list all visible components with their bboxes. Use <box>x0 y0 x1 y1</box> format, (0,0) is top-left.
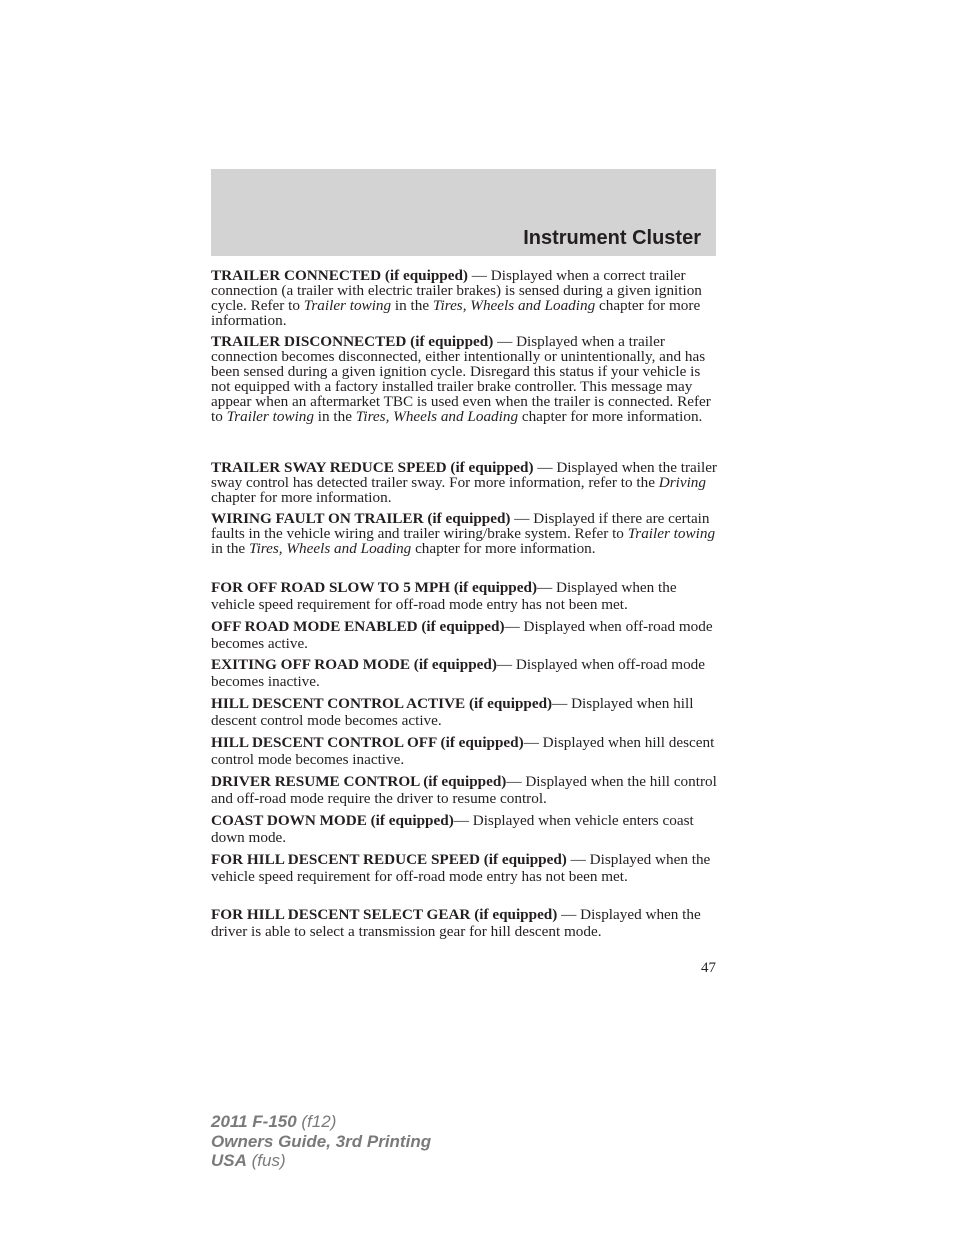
chapter-header-bar <box>211 169 716 256</box>
entry-coast-down-mode <box>211 813 717 846</box>
entry-trailer-sway-reduce-speed <box>211 460 717 505</box>
entry-hill-descent-select-gear <box>211 907 717 940</box>
entry-reference: Driving <box>658 474 706 492</box>
entry-description: — Displayed when hill descent control mode becomes active. <box>211 695 694 729</box>
entry-off-road-slow-to-5-mph <box>211 580 717 613</box>
entry-term: FOR HILL DESCENT REDUCE SPEED (if equipped) <box>211 851 567 868</box>
entry-description: — Displayed when vehicle enters coast down mode. <box>211 812 694 846</box>
entry-description: — Displayed when the trailer sway control has detected trailer sway. For more information, refer to the <box>211 459 717 492</box>
entry-term: WIRING FAULT ON TRAILER (if equipped) <box>211 510 511 527</box>
entry-description: in the <box>211 540 249 558</box>
entry-description: chapter for more information. <box>211 489 392 507</box>
entry-description: — Displayed when the vehicle speed requirement for off-road mode entry has not been met. <box>211 579 677 613</box>
footer-guide-line <box>211 1132 431 1152</box>
entry-reference: Trailer towing <box>303 297 392 315</box>
entry-term: TRAILER SWAY REDUCE SPEED (if equipped) <box>211 459 534 476</box>
entry-description: — Displayed when the hill control and off-road mode require the driver to resume control. <box>211 773 717 807</box>
entry-reference: Tires, Wheels and Loading <box>355 408 519 426</box>
entry-description: in the <box>391 297 433 315</box>
entry-reference: Trailer towing <box>627 525 716 543</box>
entry-description: — Displayed when hill descent control mode becomes inactive. <box>211 734 715 768</box>
entry-hill-descent-control-active <box>211 696 717 729</box>
entry-term: FOR OFF ROAD SLOW TO 5 MPH (if equipped) <box>211 579 537 596</box>
entry-trailer-connected <box>211 268 717 328</box>
page-number: 47 <box>701 960 716 976</box>
entry-term: FOR HILL DESCENT SELECT GEAR (if equipped) <box>211 906 558 923</box>
entry-hill-descent-control-off <box>211 735 717 768</box>
entry-reference: Tires, Wheels and Loading <box>432 297 596 315</box>
footer-market: USA <box>211 1151 247 1170</box>
entry-description: — Displayed when a correct trailer connection (a trailer with electric trailer brakes) is sensed during a given ignition cycle. Refer to <box>211 267 702 315</box>
footer-model-line <box>211 1112 431 1132</box>
footer-model: 2011 F-150 <box>211 1112 297 1131</box>
entry-trailer-disconnected <box>211 334 717 425</box>
entry-term: TRAILER DISCONNECTED (if equipped) <box>211 333 494 350</box>
entry-exiting-off-road-mode <box>211 657 717 690</box>
entry-term: TRAILER CONNECTED (if equipped) <box>211 267 468 284</box>
entry-description: chapter for more information. <box>211 297 701 330</box>
entry-description: — Displayed when off-road mode becomes active. <box>211 618 713 652</box>
entry-description: chapter for more information. <box>518 408 703 426</box>
entry-term: DRIVER RESUME CONTROL (if equipped) <box>211 773 507 790</box>
entry-description: — Displayed if there are certain faults in the vehicle wiring and trailer wiring/brake system. Refer to <box>211 510 710 543</box>
entry-description: in the <box>313 408 356 426</box>
footer-market-code: (fus) <box>246 1151 286 1170</box>
entry-wiring-fault-on-trailer <box>211 511 717 556</box>
entry-term: HILL DESCENT CONTROL OFF (if equipped) <box>211 734 524 751</box>
entry-description: — Displayed when the driver is able to select a transmission gear for hill descent mode. <box>211 906 701 940</box>
document-footer <box>211 1112 431 1171</box>
entry-reference: Trailer towing <box>226 408 314 426</box>
entry-term: EXITING OFF ROAD MODE (if equipped) <box>211 656 497 673</box>
footer-guide: Owners Guide, 3rd Printing <box>211 1131 432 1151</box>
entry-description: chapter for more information. <box>411 540 596 558</box>
entry-off-road-mode-enabled <box>211 619 717 652</box>
entry-description: — Displayed when the vehicle speed requirement for off-road mode entry has not been met. <box>211 851 711 885</box>
entry-driver-resume-control <box>211 774 717 807</box>
entry-hill-descent-reduce-speed <box>211 852 717 885</box>
entry-description: — Displayed when a trailer connection becomes disconnected, either intentionally or unintentionally, and has been sensed during a given ignition cycle. Disregard this status if your vehicle is not equipped with a factory installed trailer brake controller. This message may appear when an aftermarket TBC is used even when the trailer is connected. Refer to <box>211 333 711 426</box>
footer-model-code: (f12) <box>296 1112 337 1131</box>
footer-market-line <box>211 1151 431 1171</box>
entry-term: COAST DOWN MODE (if equipped) <box>211 812 454 829</box>
entry-term: OFF ROAD MODE ENABLED (if equipped) <box>211 618 505 635</box>
chapter-title: Instrument Cluster <box>523 227 701 249</box>
entry-reference: Tires, Wheels and Loading <box>248 540 412 558</box>
entry-description: — Displayed when off-road mode becomes inactive. <box>211 656 705 690</box>
entry-term: HILL DESCENT CONTROL ACTIVE (if equipped) <box>211 695 553 712</box>
